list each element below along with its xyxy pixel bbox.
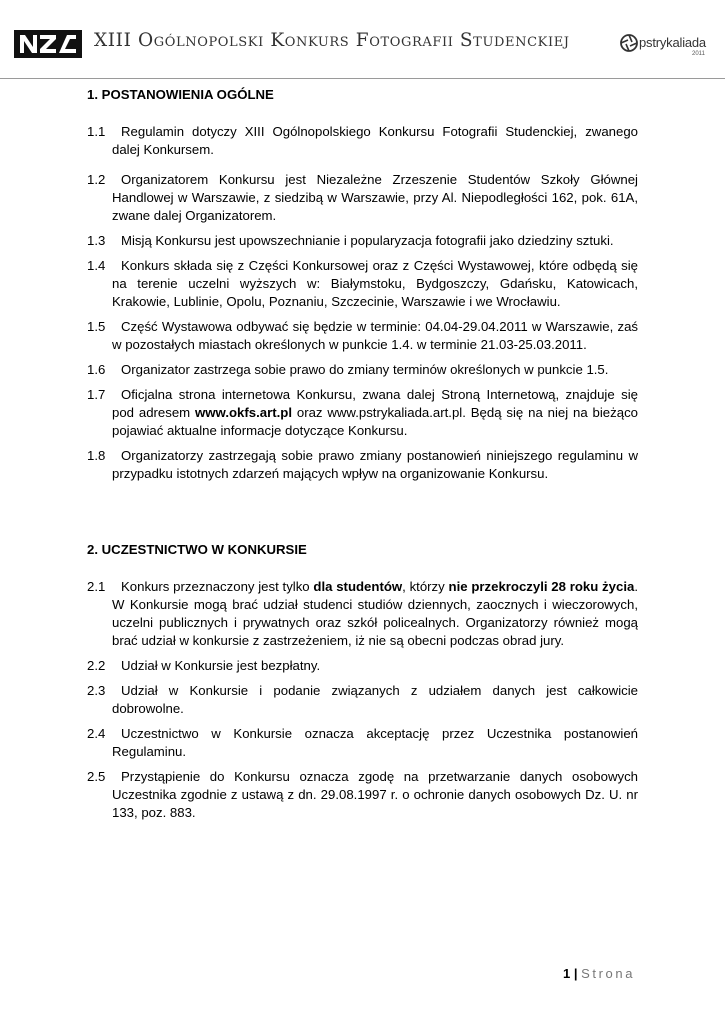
contest-title: XIII Ogólnopolski Konkurs Fotografii Studenckiej — [94, 30, 570, 51]
clause-number: 2.1 — [87, 579, 106, 594]
emphasis-students: dla studentów — [313, 579, 403, 594]
clause-text: Uczestnictwo w Konkursie oznacza akceptację przez Uczestnika postanowień Regulaminu. — [112, 726, 638, 759]
page-footer — [563, 966, 635, 981]
clause-text: Organizator zastrzega sobie prawo do zmiany terminów określonych w punkcie 1.5. — [121, 362, 609, 377]
website-link-okfs: www.okfs.art.pl — [195, 405, 292, 420]
clause-number: 2.3 — [87, 683, 106, 698]
clause-text-part: oraz www.pstrykaliada.art.pl. Będą się na niej na bieżąco pojawiać aktualne informacje dotyczące Konkursu. — [112, 405, 638, 438]
clause-text: Przystąpienie do Konkursu oznacza zgodę na przetwarzanie danych osobowych Uczestnika zgodnie z ustawą z dn. 29.08.1997 r. o ochronie danych osobowych Dz. U. nr 133, poz. 883. — [112, 769, 638, 820]
clause-1-1 — [87, 123, 638, 159]
clause-text — [112, 386, 638, 440]
clause-number: 1.5 — [87, 319, 106, 334]
clause-number: 1.8 — [87, 448, 106, 463]
clause-text-part: Oficjalna strona internetowa Konkursu, zwana dalej Stroną Internetową, znajduje się pod adresem — [112, 387, 638, 420]
clause-1-6 — [87, 361, 638, 379]
clause-1-5 — [87, 318, 638, 354]
page-number: 1 — [563, 966, 571, 981]
clause-number: 1.7 — [87, 387, 106, 402]
clause-number: 1.6 — [87, 362, 106, 377]
clause-2-4 — [87, 725, 638, 761]
nzs-logo — [14, 30, 82, 58]
pstrykaliada-year: 2011 — [692, 51, 705, 57]
clause-text: Organizatorzy zastrzegają sobie prawo zmiany postanowień niniejszego regulaminu w przypadku istotnych zdarzeń mających wpływ na organizowanie Konkursu. — [112, 448, 638, 481]
clause-2-2 — [87, 657, 638, 675]
header-divider — [0, 78, 725, 79]
pstrykaliada-brand: pstrykaliada — [639, 35, 706, 50]
pstrykaliada-logo — [620, 34, 718, 68]
section-heading-2: 2. UCZESTNICTWO W KONKURSIE — [87, 542, 307, 557]
clause-text: Organizatorem Konkursu jest Niezależne Zrzeszenie Studentów Szkoły Głównej Handlowej w Warszawie, z siedzibą w Warszawie, przy Al. Niepodległości 162, pok. 61A, zwane dalej Organizatorem. — [112, 172, 638, 223]
clause-number: 1.4 — [87, 258, 106, 273]
clause-number: 1.1 — [87, 124, 106, 139]
clause-2-5 — [87, 768, 638, 822]
footer-separator: | — [573, 966, 578, 981]
emphasis-age-limit: nie przekroczyli 28 roku życia — [448, 579, 635, 594]
section-heading-1: 1. POSTANOWIENIA OGÓLNE — [87, 87, 274, 102]
clause-1-7 — [87, 386, 638, 440]
footer-label: Strona — [581, 966, 636, 981]
clause-text: Misją Konkursu jest upowszechnianie i popularyzacja fotografii jako dziedziny sztuki. — [121, 233, 614, 248]
clause-text: Konkurs składa się z Części Konkursowej oraz z Części Wystawowej, które odbędą się na terenie uczelni wyższych w: Białymstoku, Bydgoszczy, Gdańsku, Katowicach, Krakowie, Lublinie, Opolu, Poznaniu, Szczecinie, Warszawie i we Wrocławiu. — [112, 258, 638, 309]
clause-text-part: , którzy — [402, 579, 449, 594]
document-body — [87, 86, 638, 822]
clause-1-4 — [87, 257, 638, 311]
clause-text: Udział w Konkursie i podanie związanych z udziałem danych jest całkowicie dobrowolne. — [112, 683, 638, 716]
clause-text: Udział w Konkursie jest bezpłatny. — [121, 658, 321, 673]
clause-text: Regulamin dotyczy XIII Ogólnopolskiego Konkursu Fotografii Studenckiej, zwanego dalej Konkursem. — [112, 124, 638, 157]
clause-2-1 — [87, 578, 638, 650]
clause-number: 2.4 — [87, 726, 106, 741]
clause-2-3 — [87, 682, 638, 718]
clause-1-3 — [87, 232, 638, 250]
clause-1-8 — [87, 447, 638, 483]
page-header — [0, 0, 725, 80]
aperture-icon — [620, 34, 638, 52]
clause-text-part: Konkurs przeznaczony jest tylko — [121, 579, 314, 594]
clause-text: Część Wystawowa odbywać się będzie w terminie: 04.04-29.04.2011 w Warszawie, zaś w pozostałych miastach określonych w punkcie 1.4. w terminie 21.03-25.03.2011. — [112, 319, 638, 352]
clause-number: 1.2 — [87, 172, 106, 187]
clause-number: 1.3 — [87, 233, 106, 248]
clause-number: 2.2 — [87, 658, 106, 673]
clause-number: 2.5 — [87, 769, 106, 784]
clause-1-2 — [87, 171, 638, 225]
clause-text-part: . W Konkursie mogą brać udział studenci studiów dziennych, zaocznych i wieczorowych, uczelni publicznych i prywatnych oraz szkół policealnych. Organizatorzy również mogą brać udział w konkursie z zastrzeżeniem, iż nie są obecni podczas obrad jury. — [112, 579, 638, 648]
clause-text — [112, 578, 638, 650]
